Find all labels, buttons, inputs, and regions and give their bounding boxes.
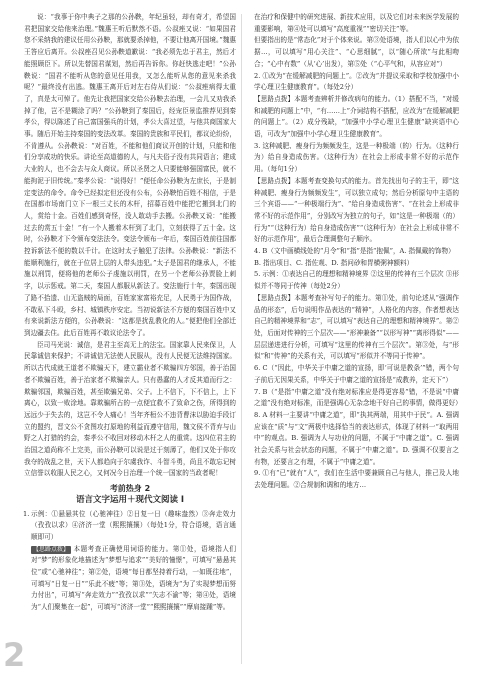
right-line-2: 但要指出的是“常态化”对于个体来说。第③处语境，指人们以心中为依据…，可以填写“用心关注”、“心思细腻”，以“随心所欲”与此相吻合；“心中有数”（从‘心’出发），第⑤处（“心平气和，从容应对”）: [254, 36, 459, 68]
answer-4-cont: B. 指出项目、C. 指佐观、D. 指问砂和胃横粥神额料）: [254, 258, 414, 267]
answer-5: 5. 示例：①表达自己的理想和精神境界 ②这里的传神有三个层次 ③形似并不等同于传神（每处2分）: [254, 270, 459, 291]
answer-1-note-text: 本题考查正确使用词语的能力。第①处，语境指人们对“梦”的形象化地描述为“梦想与追求”“美好的憧憬”，可填写“悬悬其位”或“心驰神往”；第②处，语境“每日都坚持着行动，一如既往地”，可填写“日复一日”“乐此不疲”等；第③处，语境为“为了实现梦想而努力付出”，可填写“奔走效力”“孜孜以求”“矢志不渝”等；第④处，语境为“人们聚集在一起”，可填写“济济一堂”“熙熙攘攘”“摩肩接踵”等。: [31, 544, 236, 612]
answer-2-note: 【思路点拨】本题考查辨析并修改病句的能力。（1）搭配不当，“对缓和减肥的问题上”中，“有……上”介词结构不搭配，应改为“在缓解减肥的问题上”。（2）成分残缺，“加强中小学心理卫生健康”缺宾语中心语，可改为“加强中小学心理卫生健康教育”。: [254, 94, 459, 139]
answer-7: 7. B（“是指“中庸之道”没有绝对标准应是得更容易”错，不是说“中庸之道”没有绝对标准，而是强调心无杂念地干好自己的事情，做得更好）: [254, 387, 462, 408]
left-column: [24, 12, 236, 672]
answer-3: 3. 这种减肥、瘦身行为频频发生，这是一种极端（的）行为。（这种行为）给自身造成伤害。（这种行为）在社会上形成非常不好的示范作用。（每句1分）: [254, 141, 459, 174]
answer-2: 2. ①改为“在缓解减肥的问题上”。②改为“并提议采取和学校加强中小学心理卫生健康教育”。（每处2分）: [254, 71, 459, 92]
answer-9: 9. ①有“已”就有“人”，我们在生活中要兼顾自己与他人，推己及人地去处理问题。②合规制和调和的地方…: [254, 469, 459, 490]
right-column: [247, 12, 462, 672]
section-title-1: 考前热身 2: [109, 484, 151, 494]
answer-1-note: [24, 544, 236, 614]
answer-5-note: 【思路点拨】本题考查补写句子的能力。第①处，前句论述从“强调作品的形态”，后句说明作品表达的“精神”，人格化的内容，作者想表达自己的精神境界和“志”，可以填写“表达自己的理想和精神境界”。第②处，后面对传神的三个层次——“形神兼备”“以形写神”“离形得似”——层层递进进行分析，可填写“这里的传神有三个层次”。第③处，与“形似”和“传神”的关系有关，可以填写“形似并不等同于传神”。: [254, 293, 459, 361]
answer-1: [24, 509, 236, 544]
answer-1-number: 1.: [23, 509, 30, 518]
answer-4: 4. B（文中画横线处的“月令”和“指”是指“抱佩”，A. 指佩戴的饰物）: [254, 247, 455, 256]
translation-paragraph-1: 说：“我事于你中典子之那的公孙鞅，年纪虽轻，却有奇才，希望国君把国家交给他来治理。”魏惠王听后默然不语。公叔痤又说：“如果国君您不采纳我的建议任用公孙鞅，那就要杀掉他，不要让他离开国境。”魏惠王答应后离开。公叔痤召见公孙鞅道歉说：“我必须先忠于君主，然后才能照顾臣下。所以先替国君谋划，然后再告诉你。你赶快逃走吧！”公孙鞅说：“国君不能听从您的意见任用我，又怎么能听从您的意见来杀我呢？”最终没有出逃。魏惠王离开后对左右侍从们说：“公叔痤病得太重了，真是太可悼了。他先让我把国家交给公孙鞅去治理，一会儿又劝我杀掉了他，岂不是糊涂了吗？”公孙鞅到了秦国后，经宠臣景监推荐见到秦孝公，得以陈述了自己富国强兵的计划，孝公大喜过望，与他共商国家大事。随后开始主持秦国的变法改革。秦国的贵族和平民们，都议论纷纷，不肯遵从。公孙鞅说：“对百姓，不能和他们商议开创的计划，只能和他们分享成功的快乐。讲论至高道德的人，与凡夫俗子没有共同语言；建成大业的人，也不会去与众人商议。所以圣贤之人只要能够强国富民，就不能拘泥于旧传统。”秦孝公说：“说得好！”便任命公孙鞅为左庶长，于是制定变法的命令。命令已经拟定但还没有公布，公孙鞅怕百姓不相信，于是在国都市场南门立下一根三丈长的木杆，招募百姓中能把它搬到北门的人，赏给十金。百姓们感到奇怪，没人敢动手去搬。公孙鞅又说：“能搬过去的赏五十金！”有一个人搬着木杆到了北门，立刻获得了五十金。这时，公孙鞅才下令颁布变法法令。变法令颁布一年后，秦国百姓前往国都控诉新法不便的数以千计。在这时太子触犯了法律。公孙鞅说：“新法不能顺利施行，就在于位居上层的人带头违犯。”太子是国君的继承人，不能施以刑罚，便将他的老师公子虔施以刑罚，在另一个老师公孙贾脸上刺字，以示惩戒。第二天，秦国人都服从新法了。变法施行十年，秦国出现了路不拾遗、山无盗贼的局面，百姓家家富裕充足，人民勇于为国作战，不敢私下斗殴，乡村、城镇秩序安定。当初说新法不方便的秦国百姓中又有来说新法方便的，公孙鞅说：“这都是扰乱教化的人。”便把他们全部迁到边疆去住。此后百姓再不敢议论法令了。: [24, 13, 236, 337]
answer-1-text: 示例：①悬悬其位（心驰神往）②日复一日（趣味盎然）③奔走效力（孜孜以求）④济济一堂（熙熙攘攘）（每处1分，符合语境，语言通顺即可）: [31, 509, 236, 541]
page-number: 2: [3, 636, 26, 674]
section-title-2: 语言文字运用＋现代文阅读 I: [75, 494, 185, 505]
answer-8: 8. A 材料一主要讲“中庸之道”，即“执其两端，用其中于民”。A. 强调应该在“质”与“文”两极中选择恰当的表达形式，体现了材料一“取两用中”的观点。B. 强调为人与功业的问题，不属于“中庸之道”。C. 强调社会关系与社会状态的问题，不属于“中庸之道”。D. 强调不仅要言之有物，还要言之有理，不属于“中庸之道”。: [254, 410, 459, 466]
answer-3-note: 【思路点拨】本题考查变换句式的能力。首先找出句子的主干，即“这种减肥、瘦身行为频频发生”，可以独立成句；然后分析原句中主语的三个宾语——“一种极端行为”、“给自身造成伤害”、“在社会上形成非常不好的示范作用”，分别改写为独立的句子，如“这是一种极端（的）行为”“（这种行为）给自身造成伤害”“（这种行为）在社会上形成非常不好的示范作用”，最后合理调整句子顺序。: [254, 176, 459, 244]
translation-paragraph-2: 臣司马光说：诚信，是君主至高无上的法宝。国家靠人民来保卫，人民靠诚信来保护；不讲诚信无法使人民服从，没有人民便无法维持国家。所以古代成就王道者不欺骗天下，建立霸业者不欺骗四方邻国，善于治国者不欺骗百姓，善于治家者不欺骗亲人。只有愚蠢的人才反其道而行之：欺骗邻国，欺骗百姓，甚至欺骗兄弟、父子。上不信下，下不信上，上下离心，以致一败涂地。靠欺骗所占的一点便宜救不了致命之伤，所得到的远远少于失去的，这岂不令人痛心！当年齐桓公不违背曹沫以胁迫手段订立的盟约，晋文公不贪图攻打原地的利益而遵守信用，魏文侯不背弃与山野之人打猎的约会，秦孝公不收回对移动木杆之人的重赏。这四位君主的治国之道尚称不上完美，而公孙鞅可以说是过于刻薄了，他们又处于你攻我夺的战乱之世，天下人都趋向于尔虞我诈、斗智斗勇，尚且不敢忘记树立信誉以收服人民之心，又何况今日治理一个统一国家的当政者呢！: [24, 340, 236, 478]
hint-tag: 【思路点拨】: [33, 545, 70, 553]
answer-6: 6. C（“因此，中华关于中庸之道的宣扬，即‘可说是教条’”错，两个句子前后无因果关系，中华关于中庸之道的宣扬是“成教养，定天下”）: [254, 364, 459, 384]
column-divider: [241, 14, 242, 664]
right-line-1: 在治疗和保健中的研究进展、新技术应用，以及它们对未来医学发展的重要影响，第④处可以填写“高度重视”“密切关注”等。: [254, 13, 459, 33]
